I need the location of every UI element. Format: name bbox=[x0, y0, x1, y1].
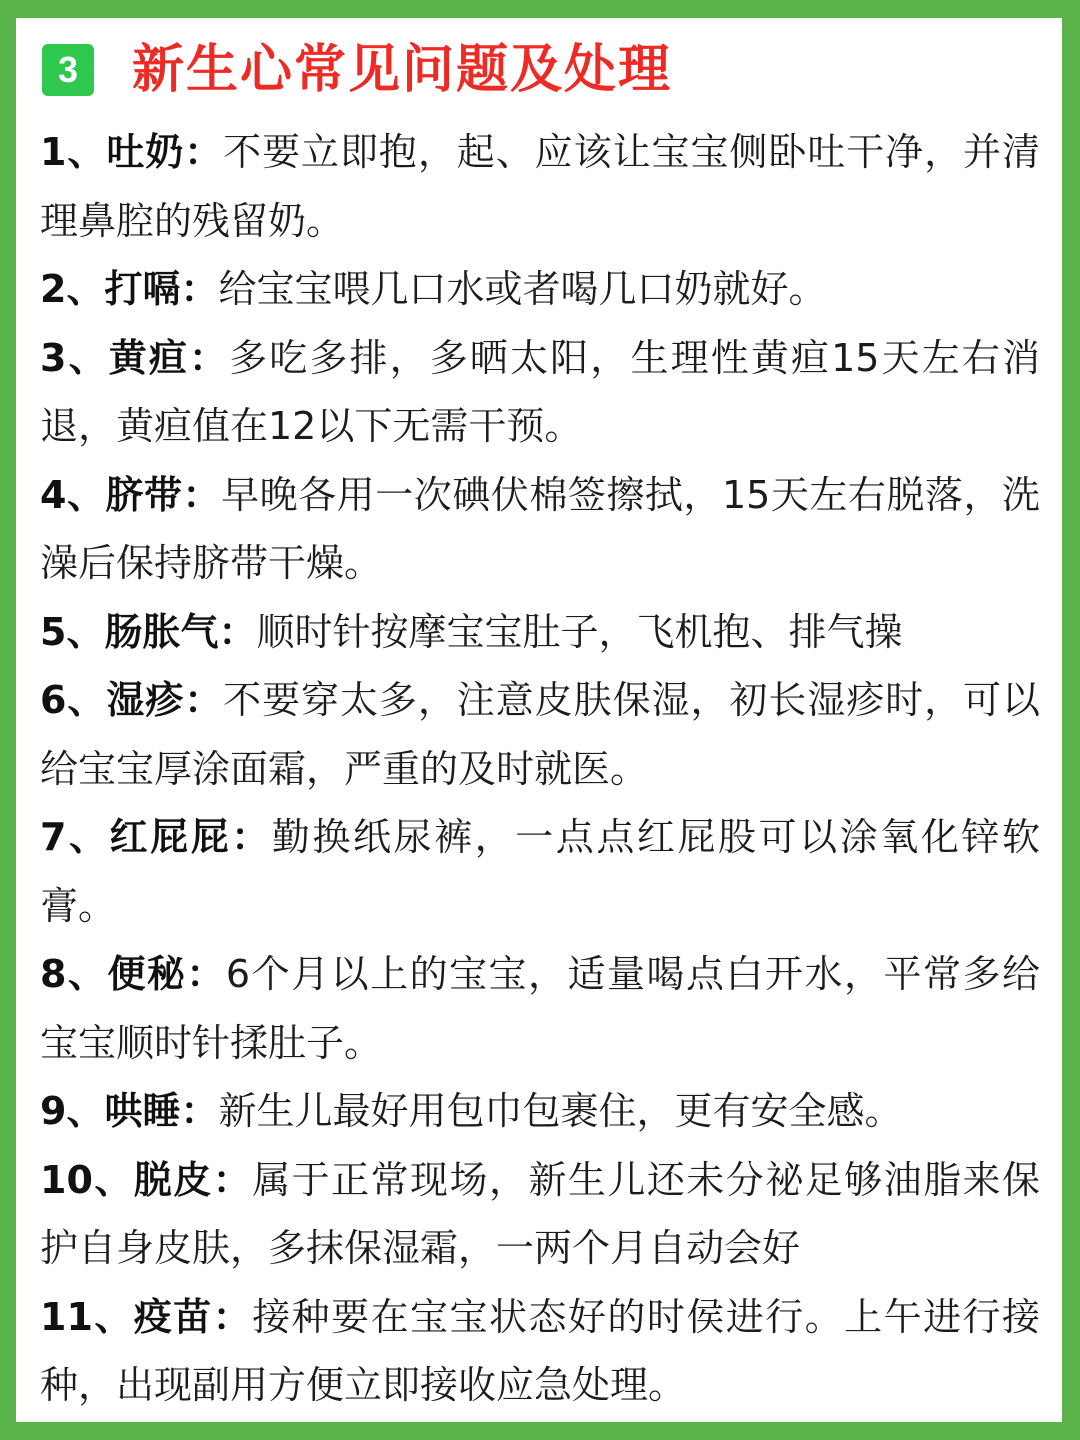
item-text: 接种要在宝宝状态好的时侯进行。上午进行接种，出现副用方便立即接收应急处理。 bbox=[40, 1294, 1040, 1407]
list-item bbox=[40, 803, 1040, 940]
item-label: 5、肠胀气： bbox=[40, 609, 257, 654]
item-label: 7、红屁屁： bbox=[40, 815, 272, 859]
list-item bbox=[40, 1283, 1040, 1420]
list-item bbox=[40, 940, 1040, 1077]
list-item bbox=[40, 1146, 1040, 1283]
item-text: 不要立即抱，起、应该让宝宝侧卧吐干净，并清理鼻腔的残留奶。 bbox=[40, 130, 1040, 243]
item-label: 4、脐带： bbox=[40, 472, 222, 517]
item-label: 2、打嗝： bbox=[40, 267, 219, 311]
list-item bbox=[40, 461, 1040, 598]
page-title: 新生心常见问题及处理 bbox=[132, 40, 673, 100]
item-text: 多吃多排，多晒太阳，生理性黄疸15天左右消退，黄疸值在12以下无需干预。 bbox=[40, 335, 1040, 448]
item-text: 早晚各用一次碘伏棉签擦拭，15天左右脱落，洗澡后保持脐带干燥。 bbox=[40, 472, 1040, 585]
item-label: 1、吐奶： bbox=[40, 130, 224, 174]
item-label: 9、哄睡： bbox=[40, 1089, 219, 1133]
problem-list bbox=[40, 118, 1040, 1420]
list-item bbox=[40, 598, 1040, 667]
item-text: 属于正常现场，新生儿还未分祕足够油脂来保护自身皮肤，多抹保湿霜，一两个月自动会好 bbox=[40, 1157, 1040, 1270]
item-text: 给宝宝喂几口水或者喝几口奶就好。 bbox=[218, 267, 827, 311]
item-label: 8、便秘： bbox=[40, 952, 226, 996]
list-item bbox=[40, 1077, 1040, 1146]
list-item bbox=[40, 255, 1040, 324]
list-item bbox=[40, 666, 1040, 803]
item-text: 6个月以上的宝宝，适量喝点白开水，平常多给宝宝顺时针揉肚子。 bbox=[40, 952, 1040, 1065]
list-item bbox=[40, 118, 1040, 255]
item-label: 11、疫苗： bbox=[40, 1294, 253, 1339]
item-label: 3、黄疸： bbox=[40, 335, 230, 380]
content-card bbox=[16, 18, 1062, 1422]
item-label: 6、湿疹： bbox=[40, 678, 224, 722]
item-text: 勤换纸尿裤，一点点红屁股可以涂氧化锌软膏。 bbox=[40, 815, 1040, 928]
item-label: 10、脱皮： bbox=[40, 1157, 253, 1202]
list-item bbox=[40, 324, 1040, 461]
item-text: 顺时针按摩宝宝肚子，飞机抱、排气操 bbox=[256, 609, 903, 654]
section-number-badge: 3 bbox=[42, 44, 94, 96]
item-text: 新生儿最好用包巾包裹住，更有安全感。 bbox=[218, 1089, 903, 1133]
section-header bbox=[42, 38, 672, 102]
item-text: 不要穿太多，注意皮肤保湿，初长湿疹时，可以给宝宝厚涂面霜，严重的及时就医。 bbox=[40, 678, 1040, 791]
